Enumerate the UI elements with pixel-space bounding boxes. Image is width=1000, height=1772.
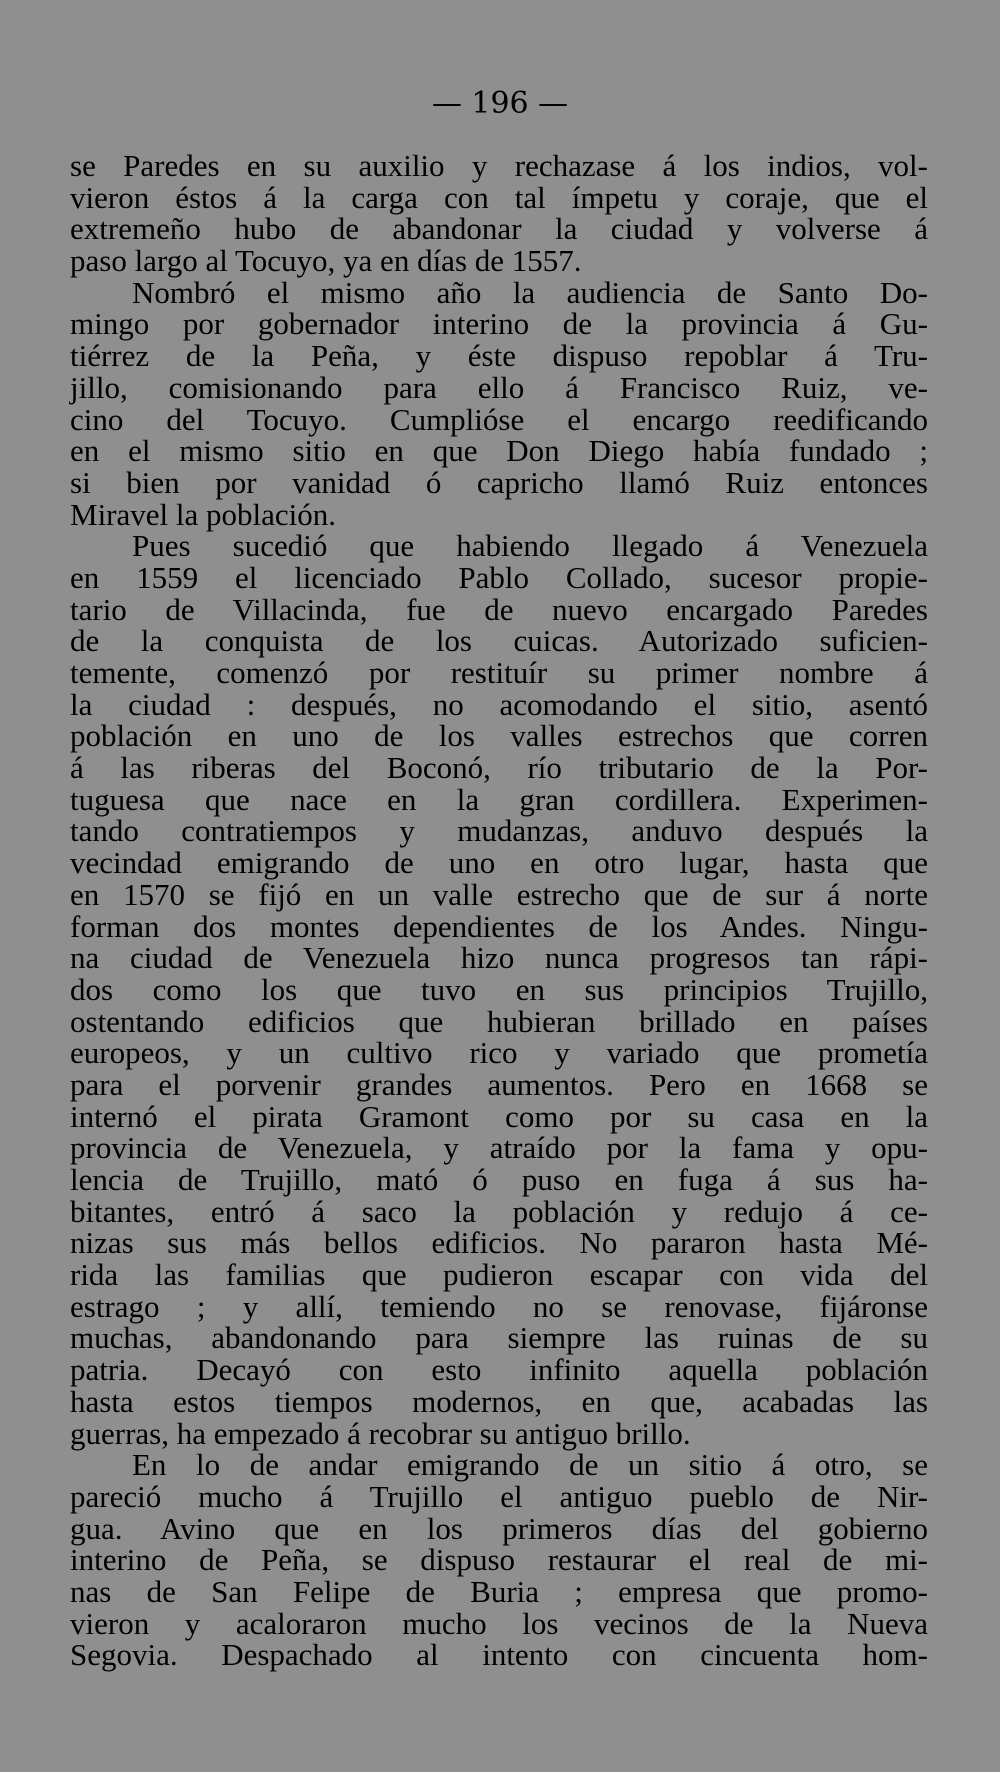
- text-line: en 1559 el licenciado Pablo Collado, sucesor propie-: [70, 559, 928, 595]
- text-line: europeos, y un cultivo rico y variado que prometía: [70, 1035, 928, 1071]
- text-line: dos como los que tuvo en sus principios Trujillo,: [70, 971, 928, 1007]
- text-line: vieron éstos á la carga con tal ímpetu y coraje, que el: [70, 179, 928, 215]
- text-line: guerras, ha empezado á recobrar su antiguo brillo.: [70, 1415, 691, 1451]
- text-line: extremeño hubo de abandonar la ciudad y volverse á: [70, 211, 928, 247]
- text-line: de la conquista de los cuicas. Autorizado suficien-: [70, 623, 928, 659]
- text-line: gua. Avino que en los primeros días del gobierno: [70, 1510, 928, 1546]
- text-line: lencia de Trujillo, mató ó puso en fuga á sus ha-: [70, 1162, 928, 1197]
- text-line: provincia de Venezuela, y atraído por la fama y opu-: [70, 1130, 928, 1166]
- text-line: temente, comenzó por restituír su primer nombre á: [70, 655, 928, 690]
- text-line: nizas sus más bellos edificios. No pararon hasta Mé-: [70, 1225, 928, 1261]
- text-line: muchas, abandonando para siempre las ruinas de su: [70, 1320, 928, 1356]
- text-line: hasta estos tiempos modernos, en que, acabadas las: [70, 1383, 928, 1419]
- text-line: rida las familias que pudieron escapar con vida del: [70, 1257, 928, 1293]
- text-line: en 1570 se fijó en un valle estrecho que de sur á norte: [70, 876, 928, 912]
- text-line: vecindad emigrando de uno en otro lugar, hasta que: [70, 845, 928, 881]
- text-line: En lo de andar emigrando de un sitio á otro, se: [132, 1447, 928, 1483]
- text-line: Pues sucedió que habiendo llegado á Venezuela: [132, 528, 928, 564]
- text-line: tuguesa que nace en la gran cordillera. Experimen-: [70, 781, 928, 817]
- text-line: forman dos montes dependientes de los Andes. Ningu-: [70, 908, 928, 944]
- text-line: na ciudad de Venezuela hizo nunca progresos tan rápi-: [70, 940, 928, 976]
- text-line: jillo, comisionando para ello á Francisco Ruiz, ve-: [70, 369, 928, 405]
- text-line: patria. Decayó con esto infinito aquella población: [70, 1352, 928, 1388]
- text-line: cino del Tocuyo. Cumplióse el encargo reedificando: [70, 401, 928, 437]
- body-text: [70, 150, 928, 1671]
- text-line: tiérrez de la Peña, y éste dispuso repoblar á Tru-: [70, 338, 928, 374]
- page-number: — 196 —: [431, 86, 569, 121]
- text-line: ostentando edificios que hubieran brillado en países: [70, 1003, 928, 1039]
- text-line: Miravel la población.: [70, 496, 336, 532]
- text-line: nas de San Felipe de Buria ; empresa que promo-: [70, 1573, 928, 1609]
- text-line: internó el pirata Gramont como por su casa en la: [70, 1098, 928, 1134]
- text-line: Segovia. Despachado al intento con cincuenta hom-: [70, 1637, 928, 1673]
- text-line: si bien por vanidad ó capricho llamó Ruiz entonces: [70, 464, 928, 500]
- text-line: tando contratiempos y mudanzas, anduvo después la: [70, 813, 928, 849]
- text-line: paso largo al Tocuyo, ya en días de 1557.: [70, 243, 582, 279]
- text-line: bitantes, entró á saco la población y redujo á ce-: [70, 1193, 928, 1229]
- text-line: se Paredes en su auxilio y rechazase á los indios, vol-: [70, 148, 928, 183]
- text-line: Nombró el mismo año la audiencia de Santo Do-: [132, 274, 928, 310]
- text-line: población en uno de los valles estrechos que corren: [70, 718, 928, 754]
- text-line: vieron y acaloraron mucho los vecinos de la Nueva: [70, 1605, 928, 1641]
- text-line: estrago ; y allí, temiendo no se renovase, fijáronse: [70, 1288, 928, 1324]
- text-line: interino de Peña, se dispuso restaurar el real de mi-: [70, 1542, 928, 1578]
- text-line: para el porvenir grandes aumentos. Pero en 1668 se: [70, 1066, 928, 1102]
- text-line: tario de Villacinda, fue de nuevo encargado Paredes: [70, 591, 928, 627]
- text-line: pareció mucho á Trujillo el antiguo pueblo de Nir-: [70, 1478, 928, 1514]
- text-line: mingo por gobernador interino de la provincia á Gu-: [70, 306, 928, 342]
- text-line: la ciudad : después, no acomodando el sitio, asentó: [70, 686, 928, 722]
- text-line: en el mismo sitio en que Don Diego había fundado ;: [70, 433, 928, 469]
- text-line: á las riberas del Boconó, río tributario de la Por-: [70, 750, 928, 786]
